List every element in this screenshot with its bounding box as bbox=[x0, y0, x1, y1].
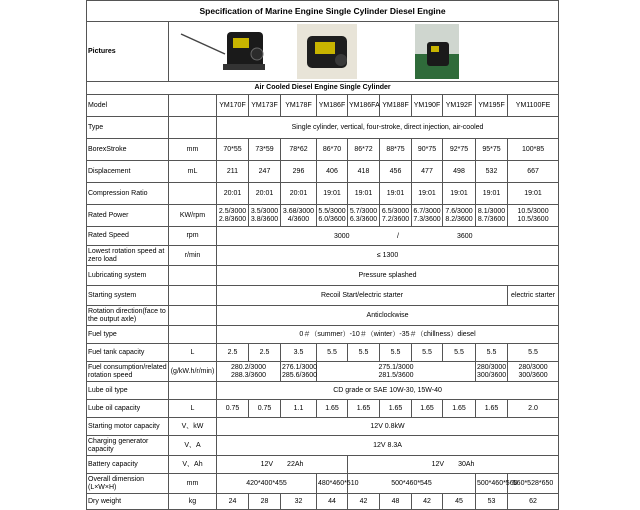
model-cell: YM188F bbox=[380, 95, 412, 117]
unit-cell: V、kW bbox=[169, 418, 217, 436]
row-label: Fuel type bbox=[87, 326, 169, 344]
value-cell: 19:01 bbox=[508, 183, 559, 205]
engine-photo-2 bbox=[297, 24, 357, 79]
row-label: Rated Speed bbox=[87, 227, 169, 246]
cons-value: 275.1/3000 bbox=[378, 363, 414, 371]
dim-value: 500*460*560 bbox=[476, 474, 508, 494]
cons-value: 300/3600 bbox=[518, 371, 548, 379]
power-value: 5.7/3000 bbox=[349, 207, 378, 215]
value-cell: 19:01 bbox=[317, 183, 348, 205]
power-cell bbox=[380, 205, 412, 227]
row-label: Charging generator capacity bbox=[87, 436, 169, 456]
value-cell: 5.5 bbox=[380, 344, 412, 362]
value-cell: 92*75 bbox=[443, 139, 476, 161]
power-value: 4/3600 bbox=[287, 215, 310, 223]
batt-value-1: 12V 22Ah bbox=[217, 456, 348, 474]
unit-cell bbox=[169, 266, 217, 286]
row-label: Rotation direction(face to the output axle) bbox=[87, 306, 169, 326]
power-value: 3.68/3000 bbox=[282, 207, 315, 215]
unit-cell: r/min bbox=[169, 246, 217, 266]
power-value: 3.5/3000 bbox=[250, 207, 279, 215]
model-cell: YM195F bbox=[476, 95, 508, 117]
value-cell: 247 bbox=[249, 161, 281, 183]
value-cell: 3.5 bbox=[281, 344, 317, 362]
value-cell: 477 bbox=[412, 161, 443, 183]
row-label: Battery capacity bbox=[87, 456, 169, 474]
value-cell: 78*62 bbox=[281, 139, 317, 161]
row-label: Lube oil type bbox=[87, 382, 169, 400]
cons-cell bbox=[217, 362, 281, 382]
power-value: 8.1/3000 bbox=[477, 207, 506, 215]
value-cell: 20:01 bbox=[217, 183, 249, 205]
value-cell: 1.65 bbox=[317, 400, 348, 418]
cons-cell bbox=[508, 362, 559, 382]
row-label: Fuel tank capacity bbox=[87, 344, 169, 362]
power-cell bbox=[348, 205, 380, 227]
cons-cell bbox=[281, 362, 317, 382]
spec-sheet bbox=[86, 0, 556, 505]
model-cell: YM186F bbox=[317, 95, 348, 117]
page-title: Specification of Marine Engine Single Cylinder Diesel Engine bbox=[87, 1, 559, 22]
power-value: 2.5/3000 bbox=[218, 207, 247, 215]
value-cell: 5.5 bbox=[317, 344, 348, 362]
value-cell: 532 bbox=[476, 161, 508, 183]
value-cell: 86*70 bbox=[317, 139, 348, 161]
batt-value-2: 12V 30Ah bbox=[348, 456, 559, 474]
power-value: 8.7/3600 bbox=[477, 215, 506, 223]
power-value: 2.8/3600 bbox=[218, 215, 247, 223]
value-cell: 19:01 bbox=[476, 183, 508, 205]
cons-value: 280/3000 bbox=[518, 363, 548, 371]
value-cell: 70*55 bbox=[217, 139, 249, 161]
model-cell: YM178F bbox=[281, 95, 317, 117]
value-cell: 498 bbox=[443, 161, 476, 183]
value-cell: 53 bbox=[476, 494, 508, 510]
motor-value: 12V 0.8kW bbox=[217, 418, 559, 436]
start-last: electric starter bbox=[508, 286, 559, 306]
value-cell: 86*72 bbox=[348, 139, 380, 161]
power-cell bbox=[317, 205, 348, 227]
value-cell: 73*59 bbox=[249, 139, 281, 161]
row-label: Displacement bbox=[87, 161, 169, 183]
power-cell bbox=[217, 205, 249, 227]
value-cell: 42 bbox=[348, 494, 380, 510]
model-cell: YM170F bbox=[217, 95, 249, 117]
unit-cell: mL bbox=[169, 161, 217, 183]
engine-photo-3 bbox=[415, 24, 459, 79]
value-cell: 19:01 bbox=[380, 183, 412, 205]
value-cell: 296 bbox=[281, 161, 317, 183]
model-cell: YM192F bbox=[443, 95, 476, 117]
unit-cell bbox=[169, 306, 217, 326]
value-cell: 667 bbox=[508, 161, 559, 183]
value-cell: 19:01 bbox=[443, 183, 476, 205]
power-value: 5.5/3000 bbox=[318, 207, 346, 215]
rot-value: Anticlockwise bbox=[217, 306, 559, 326]
value-cell: 2.5 bbox=[217, 344, 249, 362]
speed-3600: 3600 bbox=[457, 233, 473, 240]
model-cell: YM1100FE bbox=[508, 95, 559, 117]
dim-value: 500*460*545 bbox=[348, 474, 476, 494]
power-cell bbox=[443, 205, 476, 227]
power-value: 6.0/3600 bbox=[318, 215, 346, 223]
row-label: Compression Ratio bbox=[87, 183, 169, 205]
power-value: 7.2/3600 bbox=[381, 215, 410, 223]
value-cell: 19:01 bbox=[412, 183, 443, 205]
idle-value: ≤ 1300 bbox=[217, 246, 559, 266]
cons-value: 288.3/3600 bbox=[230, 371, 267, 379]
unit-cell: rpm bbox=[169, 227, 217, 246]
unit-cell bbox=[169, 117, 217, 139]
value-cell: 0.75 bbox=[217, 400, 249, 418]
value-cell: 1.65 bbox=[380, 400, 412, 418]
value-cell: 406 bbox=[317, 161, 348, 183]
cons-value: 281.5/3600 bbox=[378, 371, 414, 379]
unit-cell bbox=[169, 183, 217, 205]
unit-cell: mm bbox=[169, 139, 217, 161]
power-value: 10.5/3600 bbox=[517, 215, 549, 223]
cons-cell bbox=[476, 362, 508, 382]
value-cell: 95*75 bbox=[476, 139, 508, 161]
lube-value: Pressure splashed bbox=[217, 266, 559, 286]
unit-cell: V、A bbox=[169, 436, 217, 456]
engine-photo-1 bbox=[177, 24, 277, 79]
cons-value: 276.1/3000 bbox=[282, 363, 318, 371]
spec-table bbox=[86, 0, 559, 510]
power-value: 3.8/3600 bbox=[250, 215, 279, 223]
unit-cell bbox=[169, 286, 217, 306]
unit-cell: V、Ah bbox=[169, 456, 217, 474]
value-cell: 1.65 bbox=[476, 400, 508, 418]
value-cell: 5.5 bbox=[443, 344, 476, 362]
power-cell bbox=[476, 205, 508, 227]
unit-cell bbox=[169, 95, 217, 117]
cons-value: 300/3600 bbox=[477, 371, 507, 379]
cons-value: 285.6/3600 bbox=[282, 371, 318, 379]
row-label: Lubricating system bbox=[87, 266, 169, 286]
value-cell: 0.75 bbox=[249, 400, 281, 418]
value-cell: 88*75 bbox=[380, 139, 412, 161]
row-label: Overall dimension (L×W×H) bbox=[87, 474, 169, 494]
row-label: Dry weight bbox=[87, 494, 169, 510]
value-cell: 90*75 bbox=[412, 139, 443, 161]
dim-value: 560*528*650 bbox=[508, 474, 559, 494]
unit-cell bbox=[169, 326, 217, 344]
model-cell: YM190F bbox=[412, 95, 443, 117]
model-cell: YM186FA bbox=[348, 95, 380, 117]
section-subtitle: Air Cooled Diesel Engine Single Cylinder bbox=[87, 82, 559, 95]
power-value: 6.7/3000 bbox=[413, 207, 441, 215]
power-value: 10.5/3000 bbox=[517, 207, 549, 215]
value-cell: 19:01 bbox=[348, 183, 380, 205]
power-cell bbox=[412, 205, 443, 227]
cons-value: 280/3000 bbox=[477, 363, 507, 371]
value-cell: 456 bbox=[380, 161, 412, 183]
gen-value: 12V 8.3A bbox=[217, 436, 559, 456]
speed-value bbox=[217, 227, 559, 246]
power-cell bbox=[281, 205, 317, 227]
power-value: 6.3/3600 bbox=[349, 215, 378, 223]
row-label: Starting motor capacity bbox=[87, 418, 169, 436]
value-cell: 62 bbox=[508, 494, 559, 510]
row-label: Model bbox=[87, 95, 169, 117]
row-label: Starting system bbox=[87, 286, 169, 306]
speed-3000: 3000 bbox=[334, 233, 350, 240]
value-cell: 5.5 bbox=[508, 344, 559, 362]
oiltype-value: CD grade or SAE 10W-30, 15W-40 bbox=[217, 382, 559, 400]
power-value: 7.3/3600 bbox=[413, 215, 441, 223]
cons-cell bbox=[317, 362, 476, 382]
power-cell bbox=[508, 205, 559, 227]
value-cell: 48 bbox=[380, 494, 412, 510]
value-cell: 418 bbox=[348, 161, 380, 183]
dim-value: 420*400*455 bbox=[217, 474, 317, 494]
unit-cell: (g/kW.h/r/min) bbox=[169, 362, 217, 382]
power-cell bbox=[249, 205, 281, 227]
value-cell: 2.0 bbox=[508, 400, 559, 418]
unit-cell bbox=[169, 382, 217, 400]
value-cell: 45 bbox=[443, 494, 476, 510]
value-cell: 28 bbox=[249, 494, 281, 510]
value-cell: 5.5 bbox=[412, 344, 443, 362]
value-cell: 42 bbox=[412, 494, 443, 510]
power-value: 8.2/3600 bbox=[445, 215, 473, 223]
value-cell: 2.5 bbox=[249, 344, 281, 362]
value-cell: 1.65 bbox=[412, 400, 443, 418]
value-cell: 20:01 bbox=[281, 183, 317, 205]
row-label: Rated Power bbox=[87, 205, 169, 227]
type-value: Single cylinder, vertical, four-stroke, direct injection, air-cooled bbox=[217, 117, 559, 139]
value-cell: 100*85 bbox=[508, 139, 559, 161]
value-cell: 24 bbox=[217, 494, 249, 510]
pictures-cell bbox=[169, 22, 559, 82]
unit-cell: KW/rpm bbox=[169, 205, 217, 227]
value-cell: 32 bbox=[281, 494, 317, 510]
value-cell: 1.65 bbox=[443, 400, 476, 418]
pictures-label: Pictures bbox=[87, 22, 169, 82]
value-cell: 20:01 bbox=[249, 183, 281, 205]
fuel-value: 0＃（summer）-10＃（winter）-35＃（chillness）diesel bbox=[217, 326, 559, 344]
row-label: Lube oil capacity bbox=[87, 400, 169, 418]
dim-value: 480*460*510 bbox=[317, 474, 348, 494]
value-cell: 5.5 bbox=[348, 344, 380, 362]
cons-value: 280.2/3000 bbox=[230, 363, 267, 371]
value-cell: 211 bbox=[217, 161, 249, 183]
row-label: Fuel consumption/related rotation speed bbox=[87, 362, 169, 382]
unit-cell: mm bbox=[169, 474, 217, 494]
value-cell: 1.65 bbox=[348, 400, 380, 418]
value-cell: 44 bbox=[317, 494, 348, 510]
row-label: Lowest rotation speed at zero load bbox=[87, 246, 169, 266]
power-value: 6.5/3000 bbox=[381, 207, 410, 215]
speed-sep: / bbox=[397, 233, 399, 240]
unit-cell: kg bbox=[169, 494, 217, 510]
value-cell: 1.1 bbox=[281, 400, 317, 418]
start-value: Recoil Start/electric starter bbox=[217, 286, 508, 306]
unit-cell: L bbox=[169, 344, 217, 362]
row-label: BorexStroke bbox=[87, 139, 169, 161]
power-value: 7.6/3000 bbox=[445, 207, 473, 215]
model-cell: YM173F bbox=[249, 95, 281, 117]
value-cell: 5.5 bbox=[476, 344, 508, 362]
row-label: Type bbox=[87, 117, 169, 139]
unit-cell: L bbox=[169, 400, 217, 418]
